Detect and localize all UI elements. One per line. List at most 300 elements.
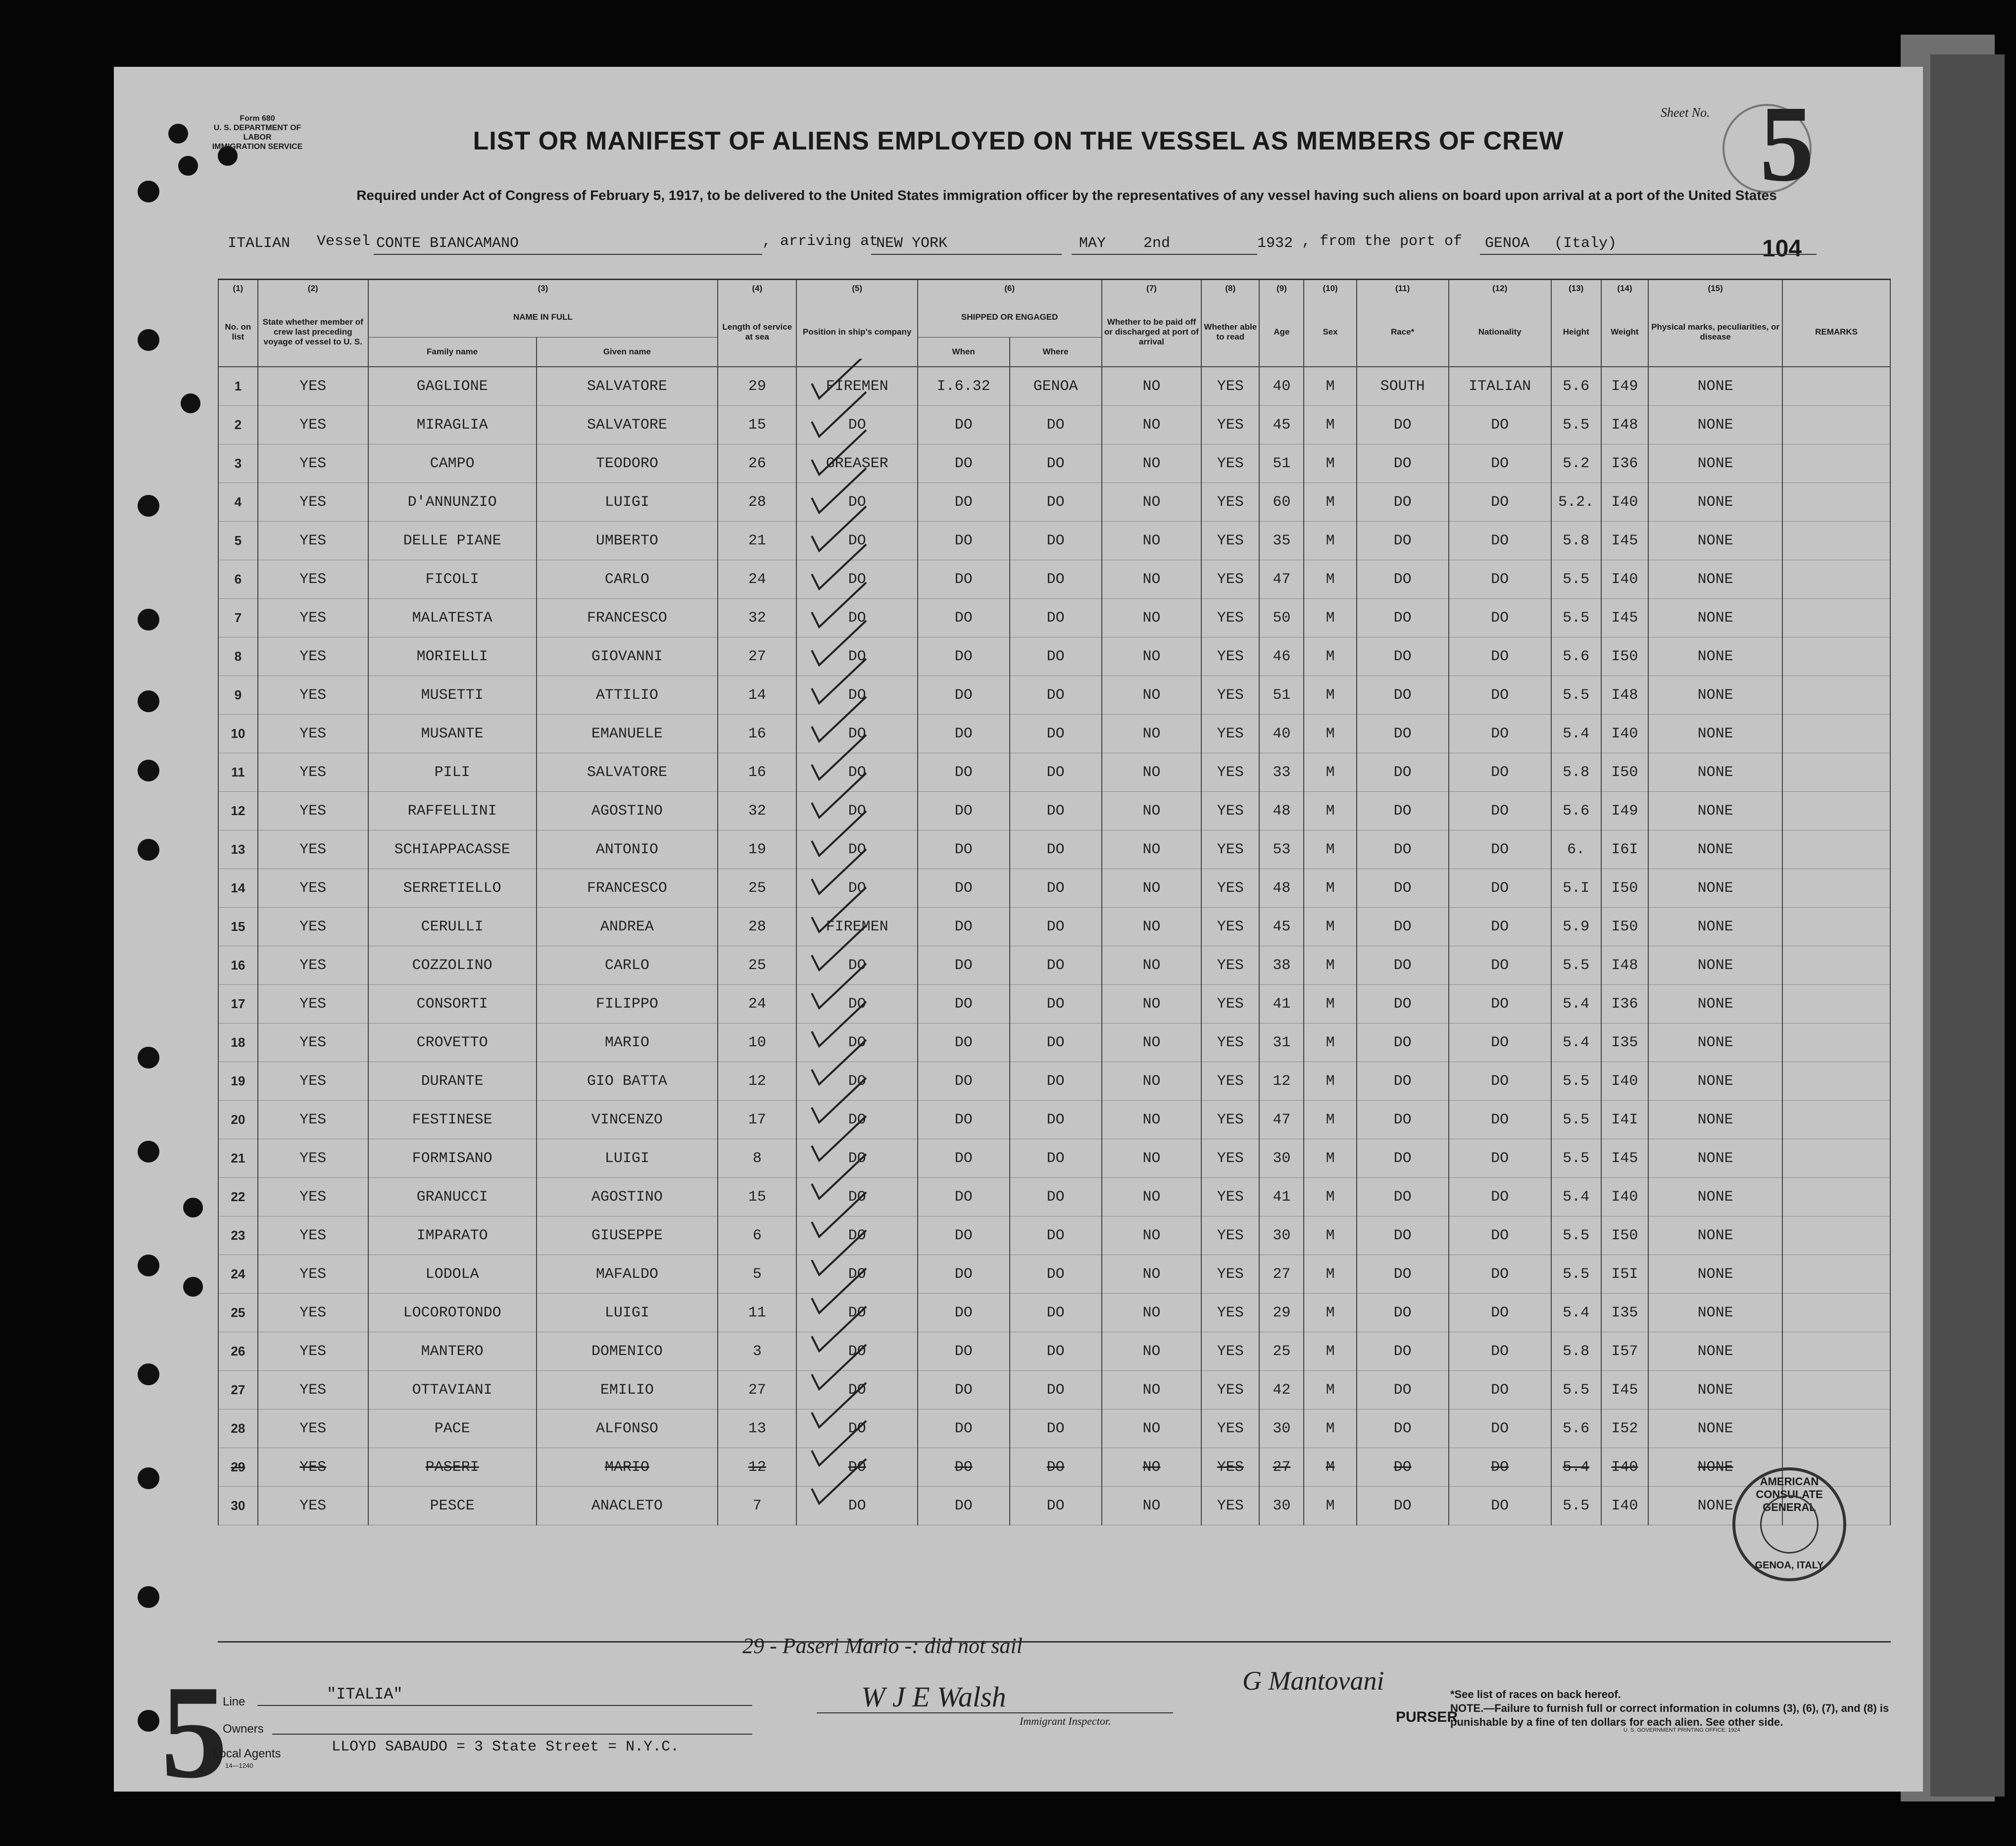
- able-to-read: YES: [1201, 637, 1259, 676]
- remarks: [1782, 985, 1890, 1023]
- table-row: [218, 830, 1890, 869]
- shipped-where: DO: [1010, 869, 1102, 908]
- able-to-read: YES: [1201, 1101, 1259, 1139]
- family-name: FESTINESE: [368, 1101, 537, 1139]
- nationality: DO: [1449, 676, 1551, 715]
- family-name: RAFFELLINI: [368, 792, 537, 830]
- shipped-where: DO: [1010, 676, 1102, 715]
- paid-off: NO: [1102, 985, 1202, 1023]
- remarks: [1782, 637, 1890, 676]
- col-num: (15): [1648, 280, 1782, 297]
- family-name: GRANUCCI: [368, 1178, 537, 1216]
- shipped-where: DO: [1010, 1139, 1102, 1178]
- nationality: ITALIAN: [1449, 367, 1551, 406]
- physical-marks: NONE: [1648, 715, 1782, 753]
- age: 45: [1259, 908, 1304, 946]
- weight: I4I: [1601, 1101, 1649, 1139]
- given-name: EMILIO: [537, 1371, 718, 1409]
- length-of-service: 28: [718, 483, 796, 522]
- age: 47: [1259, 1101, 1304, 1139]
- height: 5.8: [1551, 1332, 1601, 1371]
- weight: I35: [1601, 1294, 1649, 1332]
- table-row: [218, 1371, 1890, 1409]
- shipped-when: DO: [918, 444, 1010, 483]
- nationality: DO: [1449, 715, 1551, 753]
- weight: I50: [1601, 753, 1649, 792]
- weight: I45: [1601, 522, 1649, 560]
- weight: I50: [1601, 637, 1649, 676]
- given-name: CARLO: [537, 946, 718, 985]
- member-of-crew: YES: [258, 522, 368, 560]
- flag: ITALIAN: [228, 235, 291, 252]
- from-country: (Italy): [1554, 235, 1617, 252]
- form-number: Form 680: [240, 114, 275, 123]
- member-of-crew: YES: [258, 367, 368, 406]
- paid-off: NO: [1102, 946, 1202, 985]
- physical-marks: NONE: [1648, 444, 1782, 483]
- shipped-when: DO: [918, 869, 1010, 908]
- given-name: SALVATORE: [537, 753, 718, 792]
- race: DO: [1357, 637, 1449, 676]
- length-of-service: 11: [718, 1294, 796, 1332]
- table-row: [218, 637, 1890, 676]
- height: 5.4: [1551, 1294, 1601, 1332]
- nationality: DO: [1449, 1371, 1551, 1409]
- physical-marks: NONE: [1648, 637, 1782, 676]
- sex: M: [1304, 483, 1356, 522]
- row-number: 25: [218, 1294, 258, 1332]
- physical-marks: NONE: [1648, 522, 1782, 560]
- family-name: MIRAGLIA: [368, 406, 537, 444]
- sex: M: [1304, 406, 1356, 444]
- col-num: (7): [1102, 280, 1202, 297]
- able-to-read: YES: [1201, 985, 1259, 1023]
- able-to-read: YES: [1201, 1178, 1259, 1216]
- arrival-port: NEW YORK: [876, 235, 948, 252]
- department: U. S. DEPARTMENT OF LABOR: [213, 124, 301, 142]
- length-of-service: 27: [718, 1371, 796, 1409]
- shipped-when: DO: [918, 1332, 1010, 1371]
- race: DO: [1357, 1216, 1449, 1255]
- sex: M: [1304, 1332, 1356, 1371]
- position: DO: [796, 1101, 917, 1139]
- physical-marks: NONE: [1648, 753, 1782, 792]
- col-num: (4): [718, 280, 796, 297]
- age: 40: [1259, 367, 1304, 406]
- position: DO: [796, 792, 917, 830]
- nationality: DO: [1449, 406, 1551, 444]
- sex: M: [1304, 1294, 1356, 1332]
- member-of-crew: YES: [258, 1023, 368, 1062]
- sex: M: [1304, 1178, 1356, 1216]
- shipped-where: DO: [1010, 599, 1102, 637]
- shipped-when: DO: [918, 1139, 1010, 1178]
- weight: I50: [1601, 1216, 1649, 1255]
- shipped-when: DO: [918, 1255, 1010, 1294]
- table-row: [218, 869, 1890, 908]
- remarks: [1782, 830, 1890, 869]
- punch-mark: [183, 1198, 203, 1217]
- row-number: 9: [218, 676, 258, 715]
- family-name: GAGLIONE: [368, 367, 537, 406]
- sex: M: [1304, 676, 1356, 715]
- given-name: TEODORO: [537, 444, 718, 483]
- col-num: (2): [258, 280, 368, 297]
- member-of-crew: YES: [258, 1448, 368, 1487]
- arriving-label: , arriving at: [762, 233, 879, 250]
- shipped-when: DO: [918, 1294, 1010, 1332]
- shipped-when: DO: [918, 1448, 1010, 1487]
- paid-off: NO: [1102, 367, 1202, 406]
- length-of-service: 29: [718, 367, 796, 406]
- age: 27: [1259, 1255, 1304, 1294]
- remarks: [1782, 869, 1890, 908]
- race: DO: [1357, 1332, 1449, 1371]
- position: DO: [796, 1448, 917, 1487]
- given-name: VINCENZO: [537, 1101, 718, 1139]
- length-of-service: 15: [718, 406, 796, 444]
- family-name: OTTAVIANI: [368, 1371, 537, 1409]
- col-num: (9): [1259, 280, 1304, 297]
- family-name: MUSANTE: [368, 715, 537, 753]
- physical-marks: NONE: [1648, 1023, 1782, 1062]
- row-number: 24: [218, 1255, 258, 1294]
- footnote-block: [1450, 1688, 1920, 1729]
- race: DO: [1357, 830, 1449, 869]
- binder-hole: [138, 760, 159, 781]
- weight: I48: [1601, 676, 1649, 715]
- shipped-when: I.6.32: [918, 367, 1010, 406]
- able-to-read: YES: [1201, 367, 1259, 406]
- member-of-crew: YES: [258, 1294, 368, 1332]
- shipped-when: DO: [918, 637, 1010, 676]
- shipped-when: DO: [918, 676, 1010, 715]
- age: 47: [1259, 560, 1304, 599]
- column-number-row: [218, 280, 1890, 297]
- paid-off: NO: [1102, 599, 1202, 637]
- shipped-when: DO: [918, 908, 1010, 946]
- shipped-when: DO: [918, 946, 1010, 985]
- shipped-when: DO: [918, 522, 1010, 560]
- paid-off: NO: [1102, 1371, 1202, 1409]
- family-name: IMPARATO: [368, 1216, 537, 1255]
- row-number: 15: [218, 908, 258, 946]
- large-sheet-number: 5: [161, 1658, 228, 1792]
- binder-hole: [138, 609, 159, 631]
- shipped-when: DO: [918, 599, 1010, 637]
- given-name: LUIGI: [537, 1294, 718, 1332]
- row-number: 30: [218, 1487, 258, 1525]
- nationality: DO: [1449, 637, 1551, 676]
- position: DO: [796, 1332, 917, 1371]
- length-of-service: 24: [718, 560, 796, 599]
- race: DO: [1357, 792, 1449, 830]
- page-title: LIST OR MANIFEST OF ALIENS EMPLOYED ON THE VESSEL AS MEMBERS OF CREW: [473, 127, 1564, 155]
- family-name: SERRETIELLO: [368, 869, 537, 908]
- paid-off: NO: [1102, 869, 1202, 908]
- family-name: MUSETTI: [368, 676, 537, 715]
- position: DO: [796, 599, 917, 637]
- footnote-races: *See list of races on back hereof.: [1450, 1688, 1621, 1700]
- header-race: Race*: [1357, 297, 1449, 367]
- nationality: DO: [1449, 946, 1551, 985]
- age: 48: [1259, 792, 1304, 830]
- position: DO: [796, 1409, 917, 1448]
- weight: I6I: [1601, 830, 1649, 869]
- able-to-read: YES: [1201, 1255, 1259, 1294]
- length-of-service: 26: [718, 444, 796, 483]
- shipped-when: DO: [918, 985, 1010, 1023]
- position: DO: [796, 1139, 917, 1178]
- physical-marks: NONE: [1648, 908, 1782, 946]
- vessel-label: Vessel: [317, 233, 371, 250]
- header-shipped-or-engaged: SHIPPED OR ENGAGED: [918, 297, 1102, 337]
- col-num: [1782, 280, 1890, 297]
- remarks: [1782, 522, 1890, 560]
- sex: M: [1304, 1101, 1356, 1139]
- weight: I57: [1601, 1332, 1649, 1371]
- position: DO: [796, 715, 917, 753]
- paid-off: NO: [1102, 560, 1202, 599]
- family-name: CAMPO: [368, 444, 537, 483]
- shipped-when: DO: [918, 830, 1010, 869]
- age: 41: [1259, 985, 1304, 1023]
- paid-off: NO: [1102, 792, 1202, 830]
- shipped-where: DO: [1010, 830, 1102, 869]
- physical-marks: NONE: [1648, 1487, 1782, 1525]
- binder-hole: [138, 690, 159, 712]
- able-to-read: YES: [1201, 483, 1259, 522]
- from-label: , from the port of: [1302, 233, 1463, 250]
- given-name: MARIO: [537, 1448, 718, 1487]
- race: DO: [1357, 444, 1449, 483]
- header-name-in-full: NAME IN FULL: [368, 297, 718, 337]
- binder-hole: [138, 329, 159, 351]
- able-to-read: YES: [1201, 715, 1259, 753]
- physical-marks: NONE: [1648, 1101, 1782, 1139]
- paid-off: NO: [1102, 1023, 1202, 1062]
- header-sex: Sex: [1304, 297, 1356, 367]
- shipped-where: DO: [1010, 1487, 1102, 1525]
- binder-hole: [138, 1586, 159, 1608]
- row-number: 26: [218, 1332, 258, 1371]
- consulate-seal: [1732, 1467, 1846, 1581]
- age: 45: [1259, 406, 1304, 444]
- sex: M: [1304, 444, 1356, 483]
- date-underline: [1072, 254, 1257, 255]
- position: DO: [796, 1487, 917, 1525]
- race: DO: [1357, 1023, 1449, 1062]
- weight: I48: [1601, 946, 1649, 985]
- nationality: DO: [1449, 1216, 1551, 1255]
- binder-hole: [138, 839, 159, 861]
- sex: M: [1304, 715, 1356, 753]
- physical-marks: NONE: [1648, 792, 1782, 830]
- table-row: [218, 753, 1890, 792]
- member-of-crew: YES: [258, 1371, 368, 1409]
- table-row: [218, 1294, 1890, 1332]
- height: 5.5: [1551, 1487, 1601, 1525]
- physical-marks: NONE: [1648, 1371, 1782, 1409]
- sex: M: [1304, 1255, 1356, 1294]
- col-num: (12): [1449, 280, 1551, 297]
- position: DO: [796, 522, 917, 560]
- family-name: FORMISANO: [368, 1139, 537, 1178]
- sex: M: [1304, 1371, 1356, 1409]
- shipped-when: DO: [918, 1216, 1010, 1255]
- given-name: FILIPPO: [537, 985, 718, 1023]
- nationality: DO: [1449, 599, 1551, 637]
- race: DO: [1357, 1448, 1449, 1487]
- family-name: LODOLA: [368, 1255, 537, 1294]
- weight: I45: [1601, 1139, 1649, 1178]
- given-name: CARLO: [537, 560, 718, 599]
- owners-underline: [272, 1734, 752, 1735]
- table-row: [218, 599, 1890, 637]
- seal-top-text: AMERICAN CONSULATE GENERAL: [1756, 1475, 1823, 1513]
- member-of-crew: YES: [258, 946, 368, 985]
- sex: M: [1304, 1062, 1356, 1101]
- given-name: MAFALDO: [537, 1255, 718, 1294]
- nationality: DO: [1449, 985, 1551, 1023]
- able-to-read: YES: [1201, 946, 1259, 985]
- header-physical-marks: Physical marks, peculiarities, or disease: [1648, 297, 1782, 367]
- physical-marks: NONE: [1648, 483, 1782, 522]
- weight: I40: [1601, 1487, 1649, 1525]
- weight: I40: [1601, 560, 1649, 599]
- weight: I52: [1601, 1409, 1649, 1448]
- table-row: [218, 1448, 1890, 1487]
- weight: I35: [1601, 1023, 1649, 1062]
- length-of-service: 25: [718, 946, 796, 985]
- table-row: [218, 676, 1890, 715]
- table-row: [218, 483, 1890, 522]
- table-row: [218, 522, 1890, 560]
- table-row: [218, 792, 1890, 830]
- nationality: DO: [1449, 1101, 1551, 1139]
- given-name: GIOVANNI: [537, 637, 718, 676]
- binder-hole: [138, 1710, 159, 1732]
- nationality: DO: [1449, 1448, 1551, 1487]
- height: 5.5: [1551, 599, 1601, 637]
- small-code: 14—1240: [225, 1762, 253, 1769]
- height: 5.5: [1551, 1255, 1601, 1294]
- age: 30: [1259, 1139, 1304, 1178]
- shipped-when: DO: [918, 1178, 1010, 1216]
- shipped-where: DO: [1010, 908, 1102, 946]
- shipped-where: DO: [1010, 1101, 1102, 1139]
- remarks: [1782, 367, 1890, 406]
- shipped-when: DO: [918, 715, 1010, 753]
- length-of-service: 19: [718, 830, 796, 869]
- given-name: UMBERTO: [537, 522, 718, 560]
- position: DO: [796, 1062, 917, 1101]
- position: DO: [796, 1371, 917, 1409]
- row-number: 23: [218, 1216, 258, 1255]
- race: DO: [1357, 908, 1449, 946]
- col-num: (14): [1601, 280, 1649, 297]
- from-port: GENOA: [1485, 235, 1530, 252]
- sex: M: [1304, 560, 1356, 599]
- member-of-crew: YES: [258, 483, 368, 522]
- height: 5.6: [1551, 792, 1601, 830]
- age: 33: [1259, 753, 1304, 792]
- paid-off: NO: [1102, 444, 1202, 483]
- paid-off: NO: [1102, 1062, 1202, 1101]
- port-underline: [871, 254, 1062, 255]
- weight: I40: [1601, 1062, 1649, 1101]
- header-no-on-list: No. on list: [218, 297, 258, 367]
- family-name: MANTERO: [368, 1332, 537, 1371]
- race: SOUTH: [1357, 367, 1449, 406]
- row-number: 20: [218, 1101, 258, 1139]
- row-number: 16: [218, 946, 258, 985]
- height: 5.5: [1551, 1062, 1601, 1101]
- remarks: [1782, 1255, 1890, 1294]
- family-name: PESCE: [368, 1487, 537, 1525]
- family-name: D'ANNUNZIO: [368, 483, 537, 522]
- paid-off: NO: [1102, 483, 1202, 522]
- sex: M: [1304, 908, 1356, 946]
- member-of-crew: YES: [258, 1487, 368, 1525]
- physical-marks: NONE: [1648, 676, 1782, 715]
- position: DO: [796, 1023, 917, 1062]
- member-of-crew: YES: [258, 1101, 368, 1139]
- able-to-read: YES: [1201, 792, 1259, 830]
- row-number: 12: [218, 792, 258, 830]
- table-row: [218, 908, 1890, 946]
- race: DO: [1357, 985, 1449, 1023]
- nationality: DO: [1449, 1178, 1551, 1216]
- race: DO: [1357, 1101, 1449, 1139]
- header-row-1: [218, 297, 1890, 337]
- shipped-when: DO: [918, 1487, 1010, 1525]
- paid-off: NO: [1102, 1294, 1202, 1332]
- page-subtitle: Required under Act of Congress of February 5, 1917, to be delivered to the United States immigration officer by the representatives of any vessel having such aliens on board upon arrival at a port of the United States: [356, 188, 1777, 203]
- weight: I50: [1601, 908, 1649, 946]
- binder-hole: [138, 1047, 159, 1069]
- member-of-crew: YES: [258, 830, 368, 869]
- able-to-read: YES: [1201, 560, 1259, 599]
- purser-signature: G Mantovani: [1242, 1666, 1384, 1696]
- shipped-when: DO: [918, 1062, 1010, 1101]
- height: 5.8: [1551, 753, 1601, 792]
- paid-off: NO: [1102, 1101, 1202, 1139]
- length-of-service: 5: [718, 1255, 796, 1294]
- age: 30: [1259, 1487, 1304, 1525]
- family-name: DURANTE: [368, 1062, 537, 1101]
- position: DO: [796, 753, 917, 792]
- position: DO: [796, 1294, 917, 1332]
- given-name: ANDREA: [537, 908, 718, 946]
- member-of-crew: YES: [258, 1409, 368, 1448]
- able-to-read: YES: [1201, 1139, 1259, 1178]
- given-name: AGOSTINO: [537, 792, 718, 830]
- remarks: [1782, 1216, 1890, 1255]
- nationality: DO: [1449, 830, 1551, 869]
- remarks: [1782, 908, 1890, 946]
- length-of-service: 24: [718, 985, 796, 1023]
- header-age: Age: [1259, 297, 1304, 367]
- back-sheet-shadow: [1930, 54, 2005, 1797]
- position: DO: [796, 1255, 917, 1294]
- age: 29: [1259, 1294, 1304, 1332]
- printer-imprint: U. S. GOVERNMENT PRINTING OFFICE: 1924: [1623, 1727, 1740, 1733]
- paid-off: NO: [1102, 1448, 1202, 1487]
- shipped-where: DO: [1010, 1216, 1102, 1255]
- binder-hole: [138, 1363, 159, 1385]
- service-checkmarks: [688, 359, 896, 1556]
